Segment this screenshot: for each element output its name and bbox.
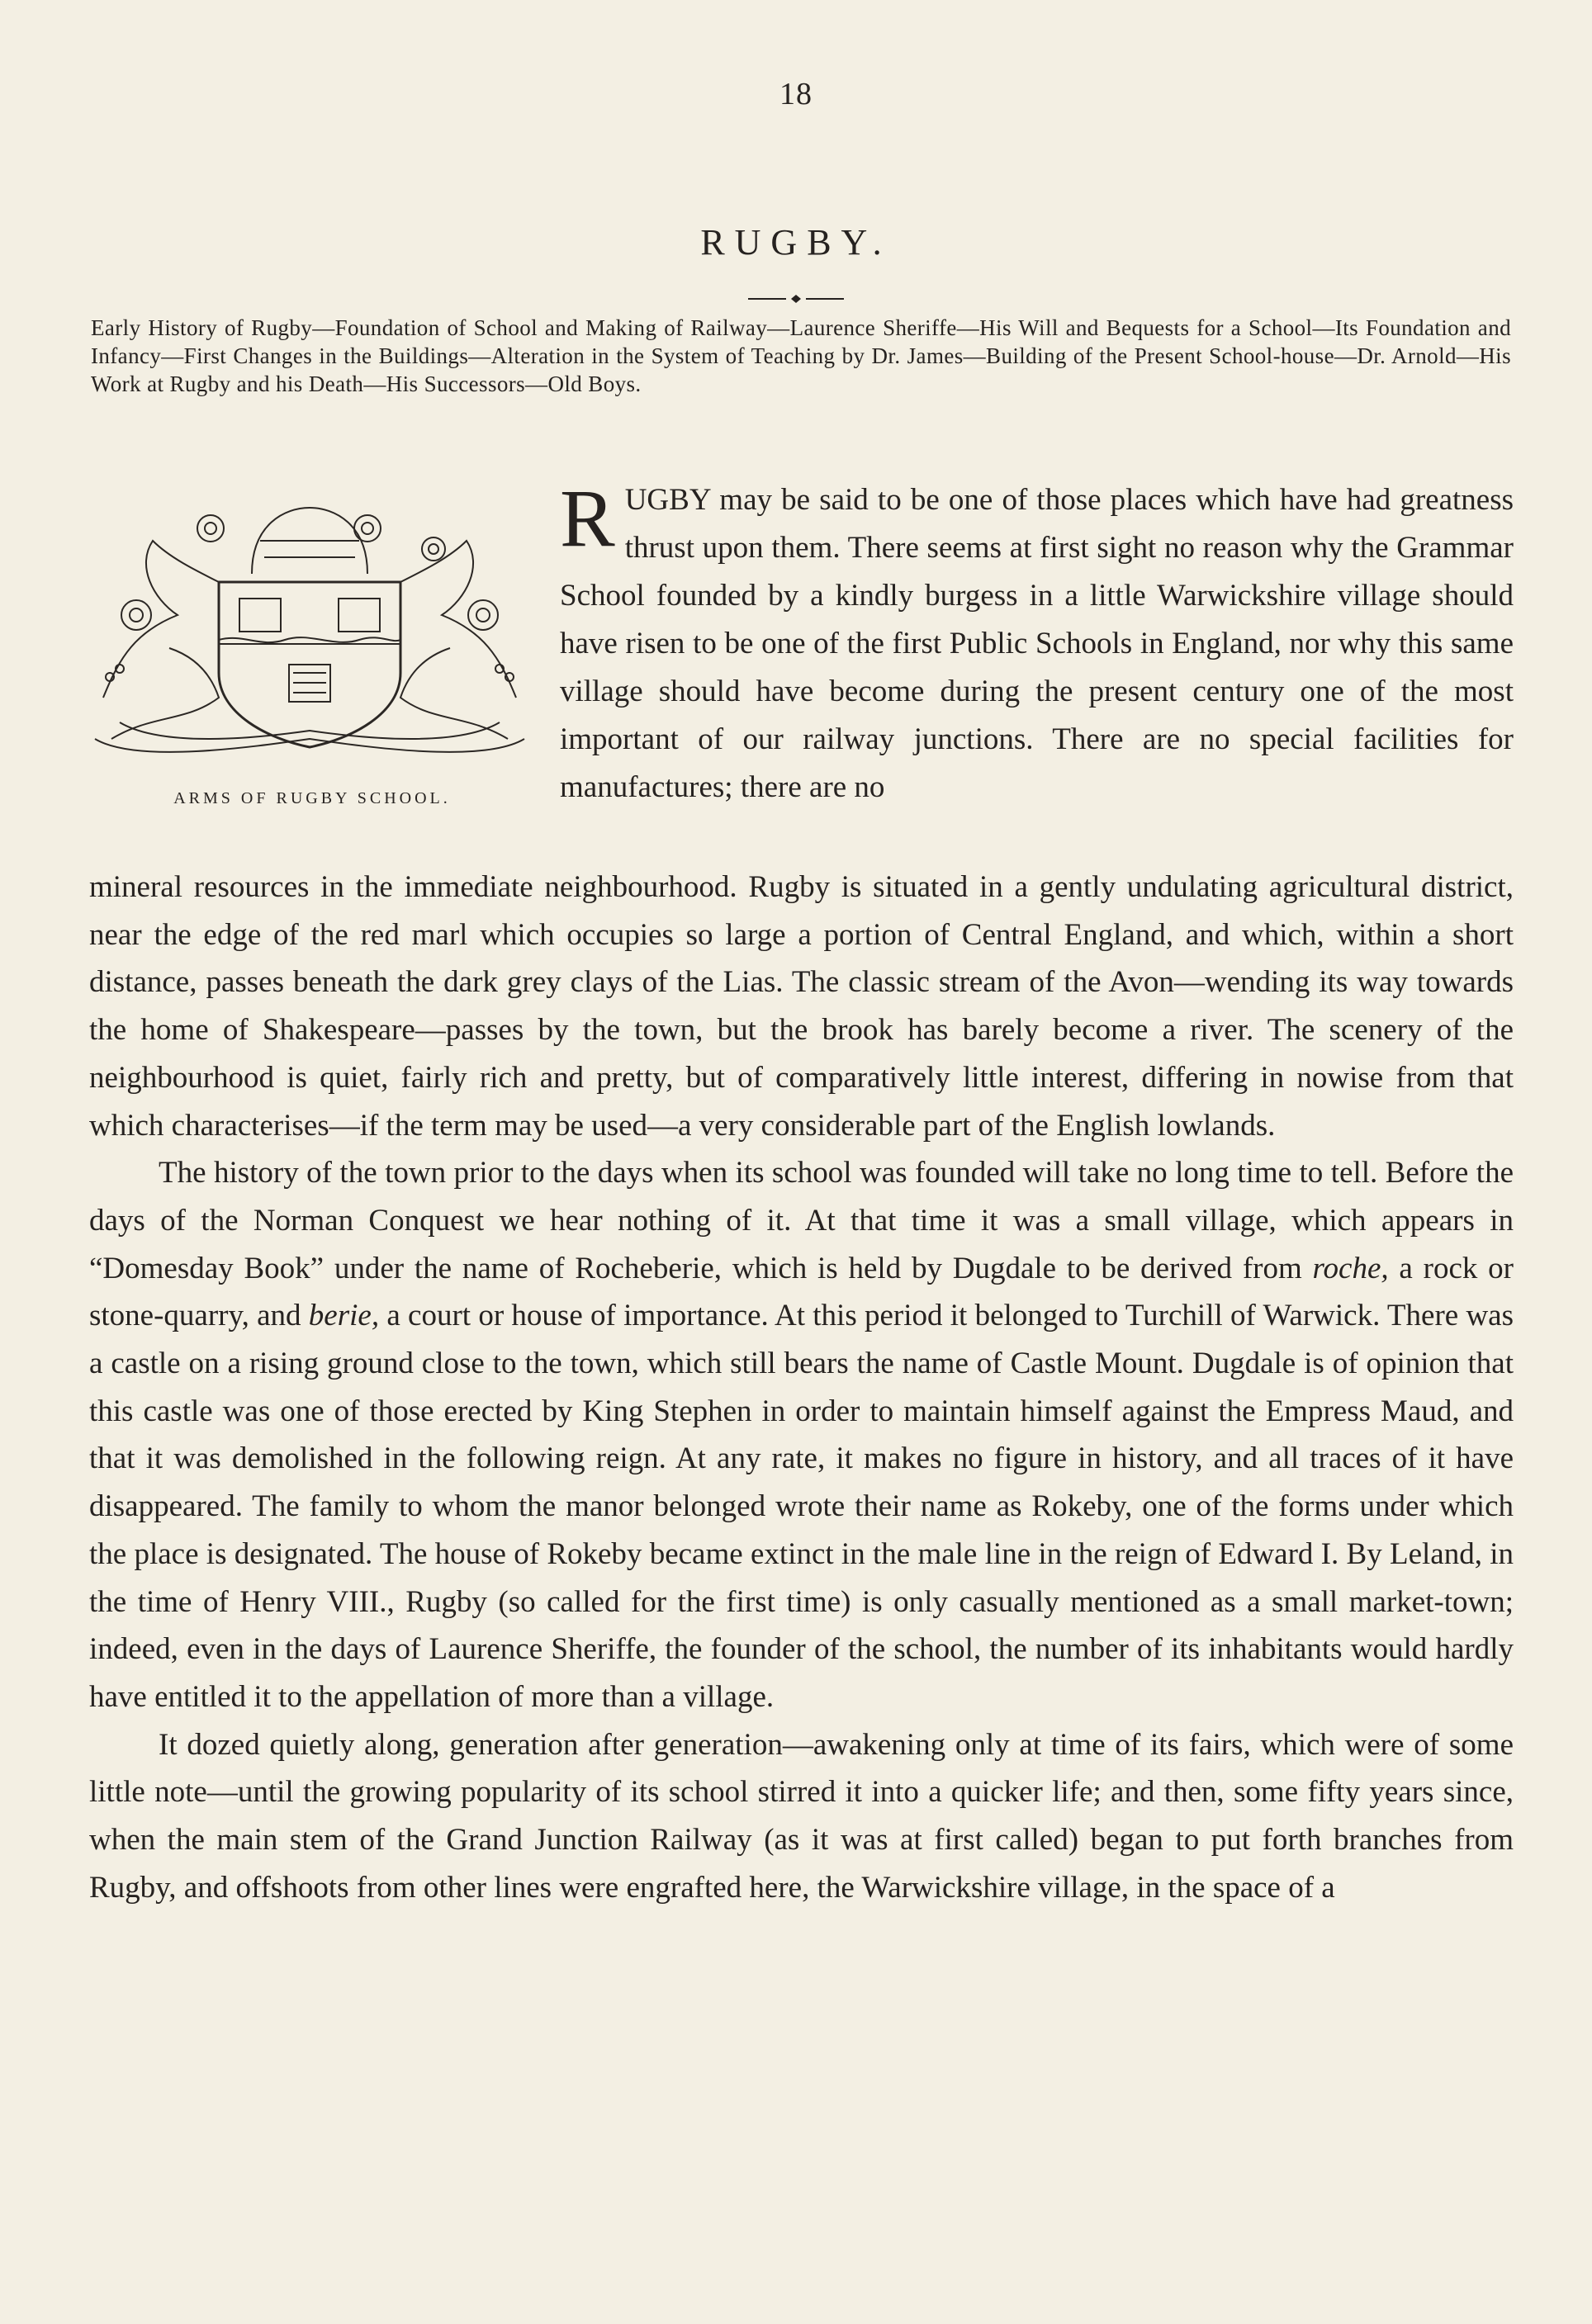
- italic-berie: berie,: [308, 1299, 380, 1333]
- title-ornament: [746, 291, 846, 307]
- opening-paragraph: [560, 472, 1514, 812]
- school-arms-illustration: [87, 491, 533, 772]
- paragraph-1: mineral resources in the immediate neighbourhood. Rugby is situated in a gently undulating agricultural district, near the edge of the red marl which occupies so large a portion of Central England, and which, within a short distance, passes beneath the dark grey clays of the Lias. The classic stream of the Avon—wending its way towards the home of Shakespeare—passes by the town, but the brook has barely become a river. The scenery of the neighbourhood is quiet, fairly rich and pretty, but of comparatively little interest, differing in nowise from that which characterises—if the term may be used—a very considerable part of the English lowlands.: [89, 870, 1514, 1143]
- paragraph-2-part-b: a rock or stone-quarry, and: [89, 1251, 1514, 1333]
- paragraph-2: [89, 1149, 1514, 1721]
- opening-text: UGBY may be said to be one of those places which have had greatness thrust upon them. There seems at first sight no reason why the Grammar School founded by a kindly burgess in a little Warwickshire village should have risen to be one of the first Public Schools in England, nor why this same village should have become during the present century one of the most important of our railway junctions. There are no special facilities for manufactures; there are no: [560, 483, 1514, 804]
- figure-caption: ARMS OF RUGBY SCHOOL.: [173, 789, 451, 807]
- drop-cap: R: [560, 472, 615, 564]
- italic-roche: roche,: [1312, 1251, 1389, 1285]
- paragraph-2-part-c: a court or house of importance. At this period it belonged to Turchill of Warwick. There was a castle on a rising ground close to the town, which still bears the name of Castle Mount. Dugdale is of opinion that this castle was one of those erected by King Stephen in order to maintain himself against the Empress Maud, and that it was demolished in the following reign. At any rate, it makes no figure in history, and all traces of it have disappeared. The family to whom the manor belonged wrote their name as Rokeby, one of the forms under which the place is designated. The house of Rokeby became extinct in the male line in the reign of Edward I. By Leland, in the time of Henry VIII., Rugby (so called for the first time) is only casually mentioned as a small market-town; indeed, even in the days of Laurence Sheriffe, the founder of the school, the number of its inhabitants would hardly have entitled it to the appellation of more than a village.: [89, 1299, 1514, 1714]
- chapter-title: RUGBY.: [700, 222, 892, 263]
- chapter-summary: Early History of Rugby—Foundation of School and Making of Railway—Laurence Sheriffe—His Will and Bequests for a School—Its Foundation and Infancy—First Changes in the Buildings—Alteration in the System of Teaching by Dr. James—Building of the Present School-house—Dr. Arnold—His Work at Rugby and his Death—His Successors—Old Boys.: [91, 315, 1511, 396]
- paragraph-3: It dozed quietly along, generation after generation—awakening only at time of its fairs, which were of some little note—until the growing popularity of its school stirred it into a quicker life; and then, some fifty years since, when the main stem of the Grand Junction Railway (as it was at first called) began to put forth branches from Rugby, and offshoots from other lines were engrafted here, the Warwickshire village, in the space of a: [89, 1727, 1514, 1905]
- page-number: 18: [779, 77, 813, 111]
- body-text: [89, 864, 1514, 1911]
- paragraph-2-part-a: The history of the town prior to the days when its school was founded will take no long time to tell. Before the days of the Norman Conquest we hear nothing of it. At that time it was a small village, which appears in “Domesday Book” under the name of Rocheberie, which is held by Dugdale to be derived from: [89, 1156, 1514, 1285]
